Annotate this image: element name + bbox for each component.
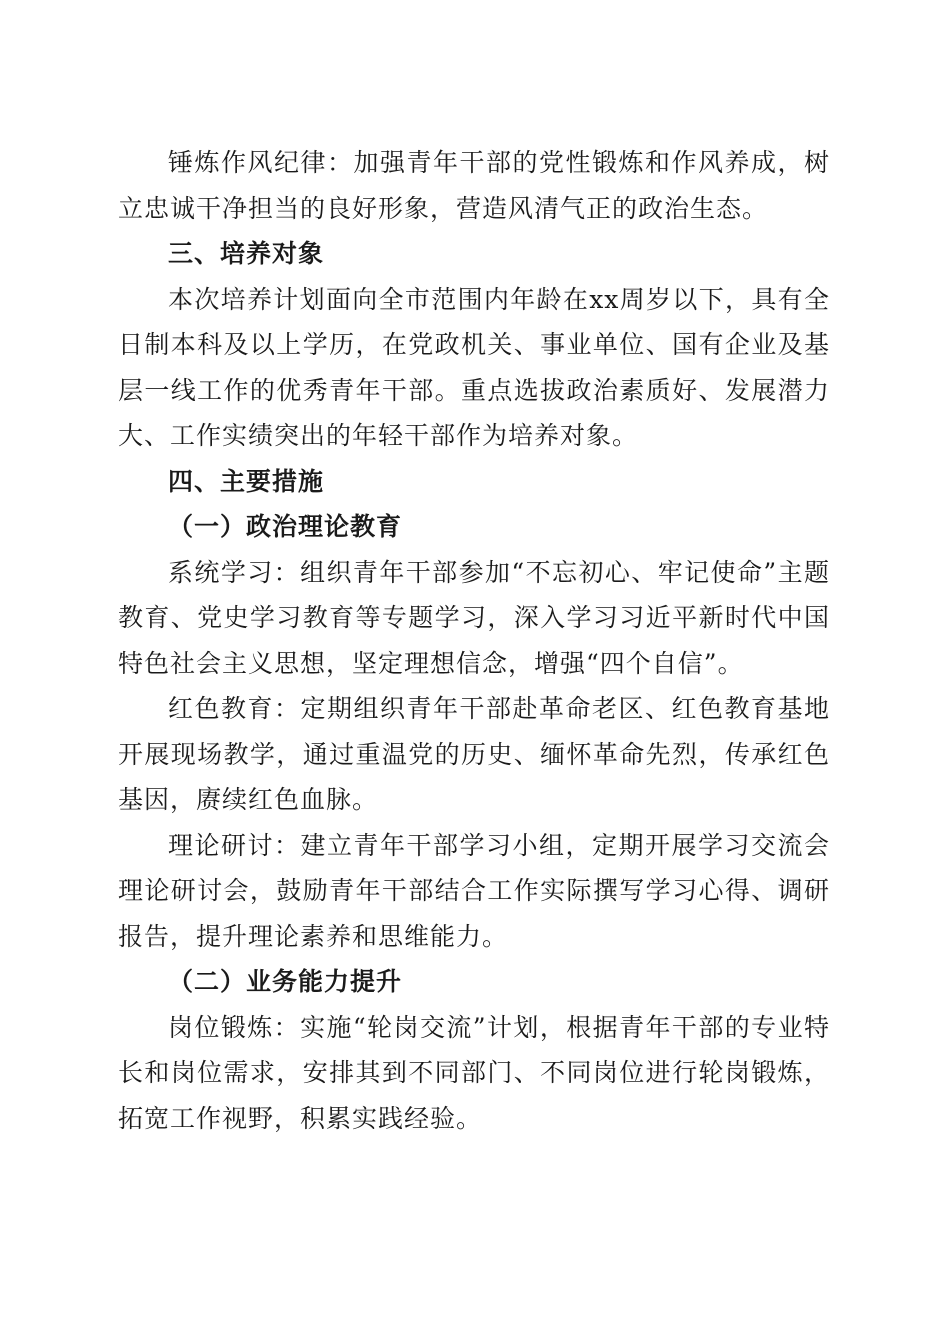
paragraph-red-education: 红色教育：定期组织青年干部赴革命老区、红色教育基地开展现场教学，通过重温党的历史、缅怀革命先烈，传承红色基因，赓续红色血脉。 <box>118 694 830 814</box>
paragraph-job-training: 岗位锻炼：实施“轮岗交流”计划，根据青年干部的专业特长和岗位需求，安排其到不同部门、不同岗位进行轮岗锻炼，拓宽工作视野，积累实践经验。 <box>118 1012 830 1133</box>
subheading-business-ability: （二）业务能力提升 <box>168 967 403 996</box>
subheading-political-theory-education: （一）政治理论教育 <box>168 512 403 541</box>
paragraph-theory-seminar: 理论研讨：建立青年干部学习小组，定期开展学习交流会理论研讨会，鼓励青年干部结合工作实际撰写学习心得、调研报告，提升理论素养和思维能力。 <box>118 830 830 951</box>
document-body <box>118 140 830 1141</box>
paragraph-training-targets: 本次培养计划面向全市范围内年龄在xx周岁以下，具有全日制本科及以上学历，在党政机关、事业单位、国有企业及基层一线工作的优秀青年干部。重点选拔政治素质好、发展潜力大、工作实绩突出的年轻干部作为培养对象。 <box>118 284 830 450</box>
section-heading-main-measures: 四、主要措施 <box>168 466 325 496</box>
section-heading-training-targets: 三、培养对象 <box>168 239 325 268</box>
paragraph-systematic-study: 系统学习：组织青年干部参加“不忘初心、牢记使命”主题教育、党史学习教育等专题学习，深入学习习近平新时代中国特色社会主义思想，坚定理想信念，增强“四个自信”。 <box>118 557 830 678</box>
paragraph-discipline: 锤炼作风纪律：加强青年干部的党性锻炼和作风养成，树立忠诚干净担当的良好形象，营造风清气正的政治生态。 <box>118 148 830 223</box>
